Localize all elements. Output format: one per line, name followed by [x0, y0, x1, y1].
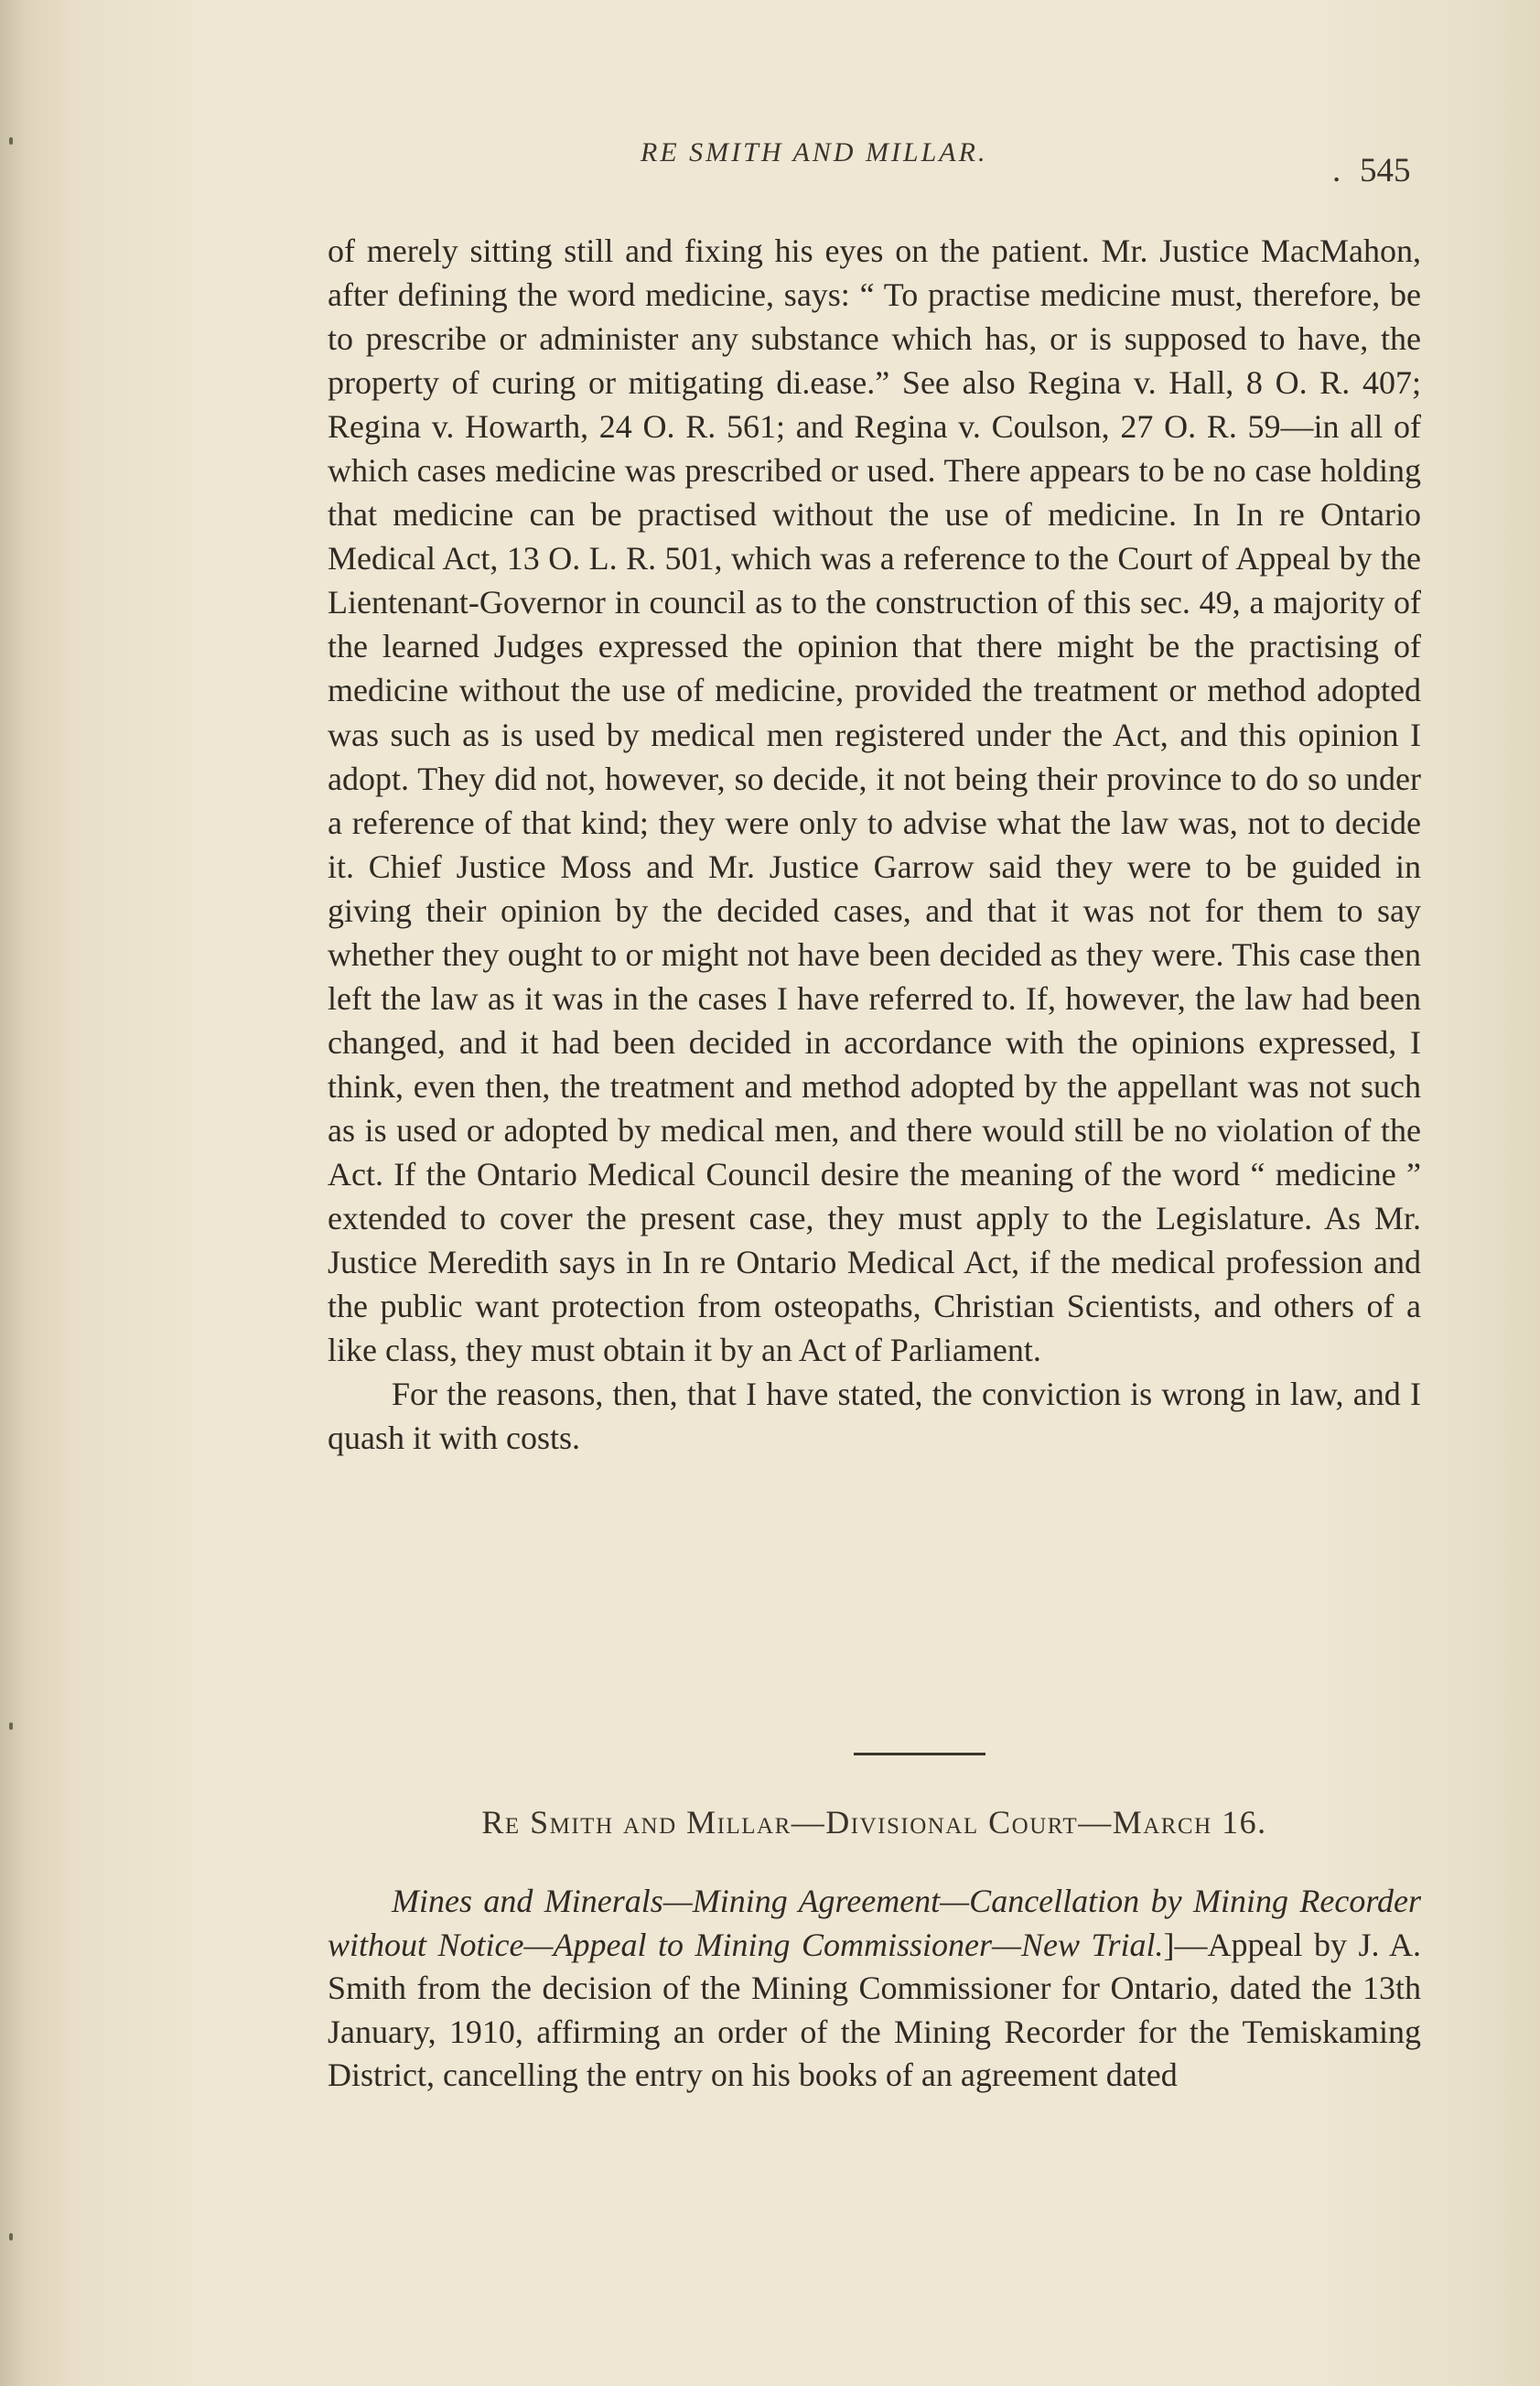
judgment-conclusion-paragraph: For the reasons, then, that I have stated, the conviction is wrong in law, and I quash it with costs. — [328, 1376, 1421, 1457]
running-head: RE SMITH AND MILLAR. — [641, 137, 988, 167]
page-number: 545 — [1360, 152, 1411, 189]
judgment-paragraph: of merely sitting still and fixing his eyes on the patient. Mr. Justice MacMahon, after defining the word medicine, says: “ To practise medicine must, therefore, be to prescribe or administer any substance which has, or is supposed to have, the property of curing or mitigating di.ease.” See also Regina v. Hall, 8 O. R. 407; Regina v. Howarth, 24 O. R. 561; and Regina v. Coulson, 27 O. R. 59—in all of which cases medicine was prescribed or used. There appears to be no case holding that medicine can be practised without the use of medicine. In In re Ontario Medical Act, 13 O. L. R. 501, which was a reference to the Court of Appeal by the Lientenant-Governor in council as to the construction of this sec. 49, a majority of the learned Judges expressed the opinion that there might be the practising of medicine without the use of medicine, provided the treatment or method adopted was such as is used by medical men registered under the Act, and this opinion I adopt. They did not, however, so decide, it not being their province to do so under a reference of that kind; they were only to advise what the law was, not to decide it. Chief Justice Moss and Mr. Justice Garrow said they were to be guided in giving their opinion by the decided cases, and that it was not for them to say whether they ought to or might not have been decided as they were. This case then left the law as it was in the cases I have referred to. If, however, the law had been changed, and it had been decided in accordance with the opinions expressed, I think, even then, the treatment and method adopted by the appellant was not such as is used or adopted by medical men, and there would still be no violation of the Act. If the Ontario Medical Council desire the meaning of the word “ medicine ” extended to cover the present case, they must apply to the Legislature. As Mr. Justice Meredith says in In re Ontario Medical Act, if the medical profession and the public want protection from osteopaths, Christian Scientists, and others of a like class, they must obtain it by an Act of Parliament. — [328, 232, 1421, 1369]
headnote-text: ]—Appeal by J. A. Smith from the decision of the Mining Commissioner for Ontario, dated the 13th January, 1910, affirming an order of the Mining Recorder for the Temiskaming District, cancelling the entry on his books of an agreement dated — [328, 1926, 1422, 2093]
headnote-catchwords: Mines and Minerals—Mining Agreement—Cancellation by Mining Recorder without Notice—Appeal to Mining Commissioner—New Trial. — [328, 1883, 1421, 1963]
margin-mark — [9, 137, 13, 145]
case-heading: Re Smith and Millar—Divisional Court—March 16. — [481, 1804, 1267, 1841]
margin-mark — [9, 1722, 13, 1730]
section-divider — [854, 1753, 985, 1755]
page-number-dot: . — [1332, 152, 1341, 189]
page-number-block — [1332, 151, 1411, 190]
judgment-text — [328, 229, 1421, 1460]
headnote — [328, 1880, 1421, 2098]
margin-mark — [9, 2233, 13, 2240]
